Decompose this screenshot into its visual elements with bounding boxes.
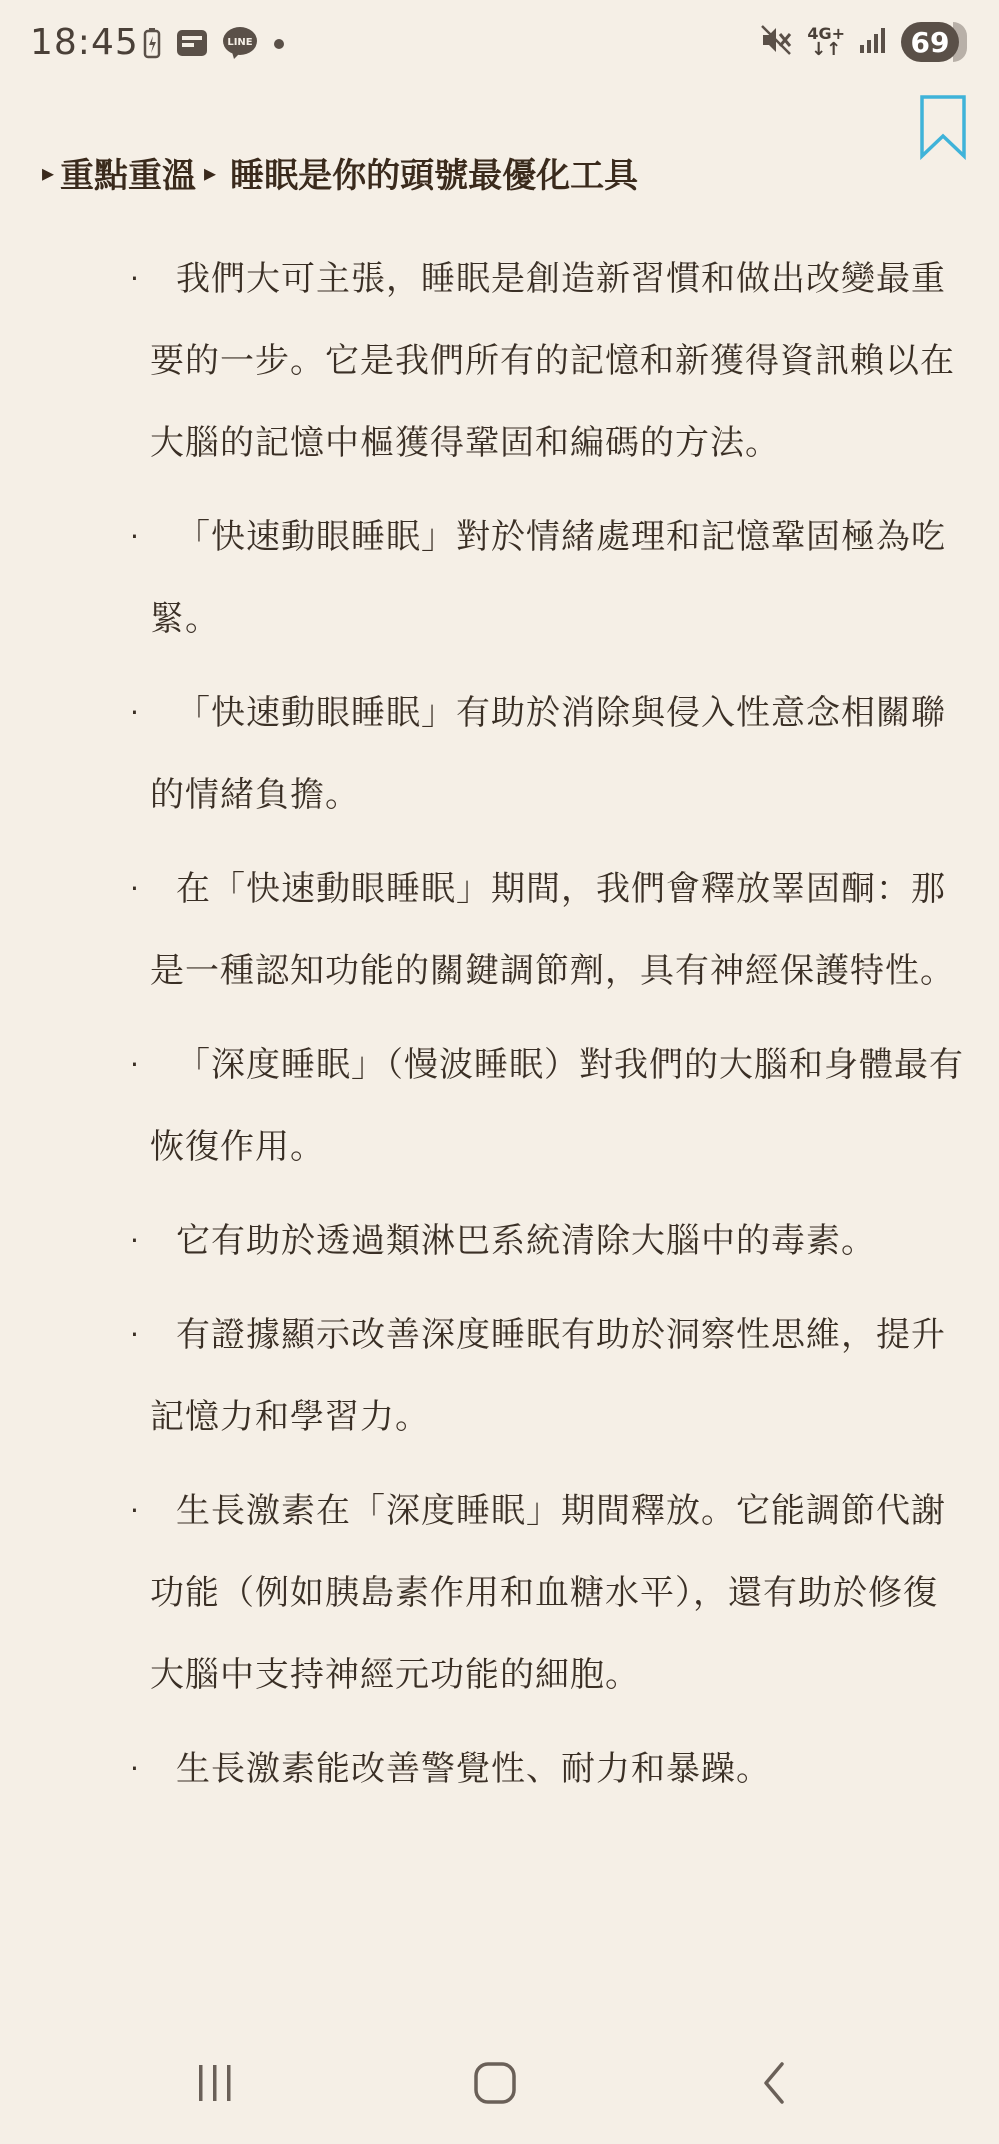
status-bar	[0, 0, 999, 90]
list-item-text: 有證據顯示改善深度睡眠有助於洞察性思維，提升記憶力和學習力。	[150, 1315, 946, 1437]
list-item	[0, 1728, 999, 1810]
status-time: 18:45	[30, 22, 139, 63]
bullet-dot: ·	[130, 1048, 139, 1081]
recent-apps-icon	[193, 2063, 237, 2107]
list-item	[0, 848, 999, 1012]
list-item	[0, 238, 999, 484]
network-type-label: 4G+	[807, 24, 845, 43]
svg-text:LINE: LINE	[227, 37, 253, 48]
recent-apps-button[interactable]	[180, 2060, 250, 2110]
bullet-dot: ·	[130, 1494, 139, 1527]
battery-icon	[901, 22, 959, 62]
list-item-text: 生長激素能改善警覺性、耐力和暴躁。	[176, 1749, 771, 1789]
list-item	[0, 672, 999, 836]
title-marker-icon: ▸	[204, 158, 217, 187]
list-item	[0, 1024, 999, 1188]
bullet-dot: ·	[130, 872, 139, 905]
article-heading	[42, 148, 638, 197]
list-item-text: 「深度睡眠」（慢波睡眠）對我們的大腦和身體最有恢復作用。	[150, 1045, 964, 1167]
signal-icon	[859, 25, 887, 59]
battery-saver-icon	[142, 27, 162, 63]
status-right-icons	[759, 22, 959, 62]
bullet-dot: ·	[130, 1752, 139, 1785]
bullet-dot: ·	[130, 1224, 139, 1257]
back-button[interactable]	[740, 2060, 810, 2110]
tag-marker-icon: ▸	[42, 158, 55, 187]
bullet-dot: ·	[130, 1318, 139, 1351]
list-item	[0, 1200, 999, 1282]
navigation-bar	[0, 2040, 999, 2130]
bullet-dot: ·	[130, 520, 139, 553]
list-item-text: 它有助於透過類淋巴系統清除大腦中的毒素。	[176, 1221, 876, 1261]
bookmark-icon[interactable]	[918, 94, 968, 160]
line-app-icon	[222, 26, 258, 64]
network-arrows-label: ↓↑	[811, 39, 842, 60]
mute-icon	[759, 23, 793, 61]
bullet-dot: ·	[130, 696, 139, 729]
home-button[interactable]	[460, 2060, 530, 2110]
list-item-text: 「快速動眼睡眠」對於情緒處理和記憶鞏固極為吃緊。	[150, 517, 946, 639]
article-title: 睡眠是你的頭號最優化工具	[230, 156, 639, 196]
flipboard-icon	[176, 28, 208, 62]
network-4g-icon	[807, 26, 845, 58]
list-item	[0, 496, 999, 660]
back-icon	[760, 2061, 790, 2109]
status-left-icons	[142, 26, 286, 64]
list-item-text: 在「快速動眼睡眠」期間，我們會釋放睪固酮：那是一種認知功能的關鍵調節劑，具有神經保護特性。	[150, 869, 955, 991]
bullet-dot: ·	[130, 262, 139, 295]
notification-dot-icon	[272, 36, 286, 55]
list-item-text: 生長激素在「深度睡眠」期間釋放。它能調節代謝功能（例如胰島素作用和血糖水平），還有助於修復大腦中支持神經元功能的細胞。	[150, 1491, 946, 1695]
home-icon	[473, 2061, 517, 2109]
list-item	[0, 1294, 999, 1458]
battery-level: 69	[910, 25, 950, 59]
bullet-list	[0, 238, 999, 1810]
section-tag: 重點重溫	[60, 156, 197, 196]
list-item	[0, 1470, 999, 1716]
list-item-text: 我們大可主張，睡眠是創造新習慣和做出改變最重要的一步。它是我們所有的記憶和新獲得資訊賴以在大腦的記憶中樞獲得鞏固和編碼的方法。	[150, 259, 955, 463]
list-item-text: 「快速動眼睡眠」有助於消除與侵入性意念相關聯的情緒負擔。	[150, 693, 946, 815]
